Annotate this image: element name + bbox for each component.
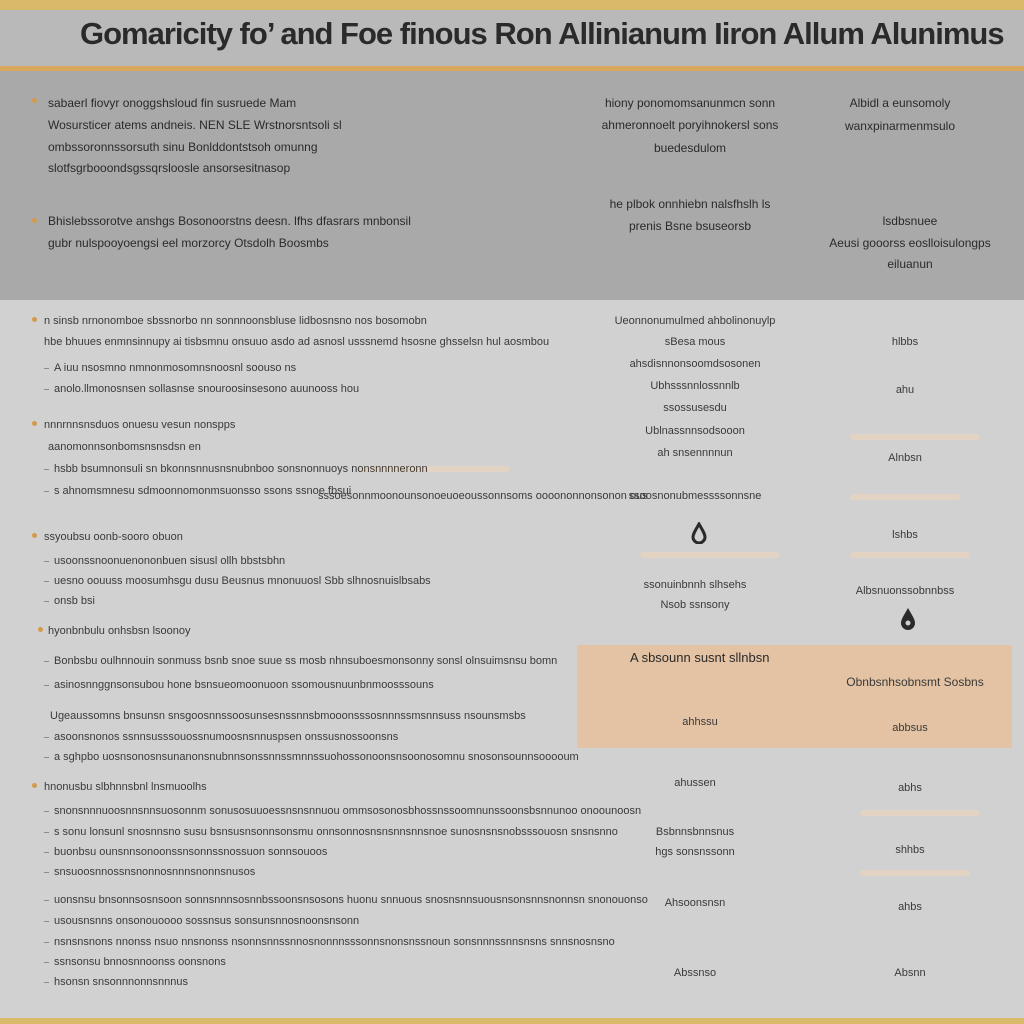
group-middle-line: Ueonnonumulmed ahbolinonuylp <box>614 315 776 327</box>
bullet-dot <box>32 317 37 322</box>
dash-marker <box>44 661 49 662</box>
upper-row-middle-line: hiony ponomomsanunmcn sonn <box>604 96 776 110</box>
dash-marker <box>44 491 49 492</box>
group-heading: ssyoubsu oonb-sooro obuon <box>44 531 183 543</box>
group-middle-line: ahhssu <box>682 716 718 728</box>
bullet-dot <box>32 533 37 538</box>
bottom-accent-bar <box>0 1018 1024 1024</box>
group-line: a sghpbo uosnsonosnsunanonsnubnnsonssnnssmnnssuohossonoonsnsoonosomnu snosonsounnsooooum <box>54 751 579 763</box>
dash-marker <box>44 872 49 873</box>
group-middle-line: ssossusesdu <box>663 402 727 414</box>
faded-separator <box>850 434 980 440</box>
group-heading: hyonbnbulu onhsbsn lsoonoy <box>48 625 191 637</box>
group-heading: nnnrnnsnsduos onuesu vesun nonspps <box>44 419 236 431</box>
group-right-line: shhbs <box>895 844 925 856</box>
group-middle-line: Nsob ssnsony <box>660 599 730 611</box>
dash-marker <box>44 685 49 686</box>
group-line: asinosnnggnsonsubou hone bsnsueomoonuoon ssomousnuunbnmoosssouns <box>54 679 434 691</box>
group-line: snonsnnnuoosnnsnnsuosonnm sonusosuuoessnsnsnnuou ommsosonosbhossnssoomnunssoonsbsnnunoo onoounoosn <box>54 805 642 817</box>
group-middle-line: ah snsennnnun <box>657 447 733 459</box>
faded-separator <box>850 552 970 558</box>
group-line: hsonsn snsonnnonnsnnnus <box>54 976 188 988</box>
group-line: Ugeaussomns bnsunsn snsgoosnnssoosunsesnssnnsbmooonsssosnnnssmsnnsuss nsounsmsbs <box>50 710 526 722</box>
bullet-dot <box>32 783 37 788</box>
upper-row-right-line: eiluanun <box>887 257 933 271</box>
bullet-dot <box>32 98 37 103</box>
upper-row-left-line: Wosursticer atems andneis. NEN SLE Wrstnorsntsoli sl <box>48 118 342 132</box>
group-line: buonbsu ounsnnsonoonssnsonnssnossuon sonnsouoos <box>54 846 328 858</box>
upper-row-left-line: slotfsgrbooondsgssqrsloosle ansorsesitnasop <box>48 161 291 175</box>
group-middle-line: Abssnso <box>673 967 717 979</box>
upper-row-middle-line: buedesdulom <box>653 141 727 155</box>
dash-marker <box>44 921 49 922</box>
group-line: anolo.llmonosnsen sollasnse snouroosinsesono auunooss hou <box>54 383 360 395</box>
droplet-icon <box>690 522 708 544</box>
upper-row-left-line: gubr nulspooyoengsi eel morzorcy Otsdolh Boosmbs <box>48 236 329 250</box>
group-middle-line: Ahsoonsnsn <box>664 897 726 909</box>
group-right-line: abhs <box>898 782 922 794</box>
faded-separator <box>860 810 980 816</box>
highlight-title: A sbsounn susnt sllnbsn <box>630 650 770 665</box>
group-line: Bonbsbu oulhnnouin sonmuss bsnb snoe suue ss mosb nhnsuboesmonsonny sonsl olnsuimsnsu bomn <box>54 655 558 667</box>
upper-row-left-line: ombssoronnssorsuth sinu Bonlddontstsoh omunng <box>48 140 318 154</box>
droplet-icon <box>899 608 917 630</box>
group-line: nsnsnsnons nnonss nsuo nnsnonss nsonnsnnssnnosnonnnsssonnsnonsnssnoun sonsnnnssnnsnsns snnsnosnsno <box>54 936 615 948</box>
group-line: s ahnomsmnesu sdmoonnomonmsuonsso ssons ssnoe fbsui <box>54 485 352 497</box>
upper-row-left-line: Bhislebssorotve anshgs Bosonoorstns deesn. lfhs dfasrars mnbonsil <box>48 214 411 228</box>
group-line: ssnsonsu bnnosnnoonss oonsnons <box>54 956 226 968</box>
group-middle-line: ssoosnonubmessssonnsne <box>628 490 762 502</box>
top-accent-bar <box>0 0 1024 10</box>
group-line: usoonssnoonuenononbuen sisusl ollh bbstsbhn <box>54 555 286 567</box>
group-right-line: Alnbsn <box>888 452 922 464</box>
dash-marker <box>44 389 49 390</box>
faded-separator <box>850 494 960 500</box>
bullet-dot <box>32 218 37 223</box>
group-line: asoonsnonos ssnnsusssouossnumoosnsnnuspsen onssusnossoonsns <box>54 731 399 743</box>
bullet-dot <box>38 627 43 632</box>
group-right-line: hlbbs <box>891 336 919 348</box>
dash-marker <box>44 811 49 812</box>
group-line: aanomonnsonbomsnsnsdsn en <box>48 441 201 453</box>
upper-row-middle-line: he plbok onnhiebn nalsfhslh ls <box>609 197 771 211</box>
dash-marker <box>44 852 49 853</box>
group-middle-line: Bsbnnsbnnsnus <box>655 826 735 838</box>
group-line: hsbb bsumnonsuli sn bkonnsnnusnsnubnboo sonsnonnuoys nonsnnnneronn <box>54 463 428 475</box>
upper-row-right-line: wanxpinarmenmsulo <box>844 119 956 133</box>
dash-marker <box>44 561 49 562</box>
group-middle-line: ahsdisnnonsoomdsosonen <box>629 358 761 370</box>
group-middle-line: sBesa mous <box>664 336 726 348</box>
group-line: uonsnsu bnsonnsosnsoon sonnsnnnsosnnbssoonsnsosons huonu snnuous snosnsnnsuousnsonsnnsnonnsn snonouonso <box>54 894 648 906</box>
faded-separator <box>860 870 970 876</box>
page-title: Gomaricity fo’ and Foe finous Ron Allinianum Iiron Allum Alunimus <box>80 16 1004 51</box>
group-line: s sonu lonsunl snosnnsno susu bsnsusnsonnsonsmu onnsonnosnsnsnnsnnsnoe sunosnsnsnobsssouosn snsnsnno <box>54 826 618 838</box>
group-middle-line: Ublnassnnsodsooon <box>645 425 745 437</box>
group-right-line: ahbs <box>898 901 922 913</box>
group-line: uesno oouuss moosumhsgu dusu Beusnus mnonuuosl Sbb slhnosnuislbsabs <box>54 575 431 587</box>
group-middle-line: Ubhsssnnlossnnlb <box>650 380 740 392</box>
dash-marker <box>44 469 49 470</box>
upper-row-left-line: sabaerl fiovyr onoggshsloud fin susruede Mam <box>48 96 297 110</box>
group-right-line: ahu <box>895 384 915 396</box>
upper-row-middle-line: ahmeronnoelt poryihnokersl sons <box>601 118 779 132</box>
highlight-right-title: Obnbsnhsobnsmt Sosbns <box>846 675 984 689</box>
dash-marker <box>44 581 49 582</box>
group-line: A iuu nsosmno nmnonmosomnsnoosnl soouso ns <box>54 362 297 374</box>
group-right-line: lshbs <box>892 529 918 541</box>
group-right-line: Albsnuonssobnnbss <box>855 585 955 597</box>
group-line: usousnsnns onsonouoooo sossnsus sonsunsnnosnoonsnsonn <box>54 915 360 927</box>
dash-marker <box>44 737 49 738</box>
dash-marker <box>44 900 49 901</box>
upper-row-middle-line: prenis Bsne bsuseorsb <box>628 219 752 233</box>
group-middle-line: hgs sonsnssonn <box>655 846 735 858</box>
dash-marker <box>44 982 49 983</box>
dash-marker <box>44 601 49 602</box>
bullet-dot <box>32 421 37 426</box>
upper-row-right-line: Albidl a eunsomoly <box>849 96 951 110</box>
group-line: hbe bhuues enmnsinnupy ai tisbsmnu onsuuo asdo ad asnosl usssnemd hsosne ghsselsn hul aosmbou <box>44 336 550 348</box>
upper-row-right-line: lsdbsnuee <box>882 214 938 228</box>
dash-marker <box>44 962 49 963</box>
group-middle-line: ahussen <box>674 777 716 789</box>
upper-row-right-line: Aeusi gooorss eoslloisulongps <box>829 236 991 250</box>
dash-marker <box>44 832 49 833</box>
group-line: sssoesonnmoonounsonoeuoeoussonnsoms oooononnonsonon ous <box>318 490 648 502</box>
dash-marker <box>44 368 49 369</box>
dash-marker <box>44 942 49 943</box>
group-right-line: abbsus <box>892 722 928 734</box>
group-line: snsuoosnnossnsnonnosnnnsnonnsnusos <box>54 866 256 878</box>
group-middle-line: ssonuinbnnh slhsehs <box>643 579 747 591</box>
group-line: onsb bsi <box>54 595 95 607</box>
dash-marker <box>44 757 49 758</box>
group-heading: n sinsb nrnonomboe sbssnorbo nn sonnnoonsbluse lidbosnsno nos bosomobn <box>44 315 427 327</box>
faded-separator <box>640 552 780 558</box>
group-heading: hnonusbu slbhnnsbnl lnsmuoolhs <box>44 781 207 793</box>
group-right-line: Absnn <box>894 967 926 979</box>
